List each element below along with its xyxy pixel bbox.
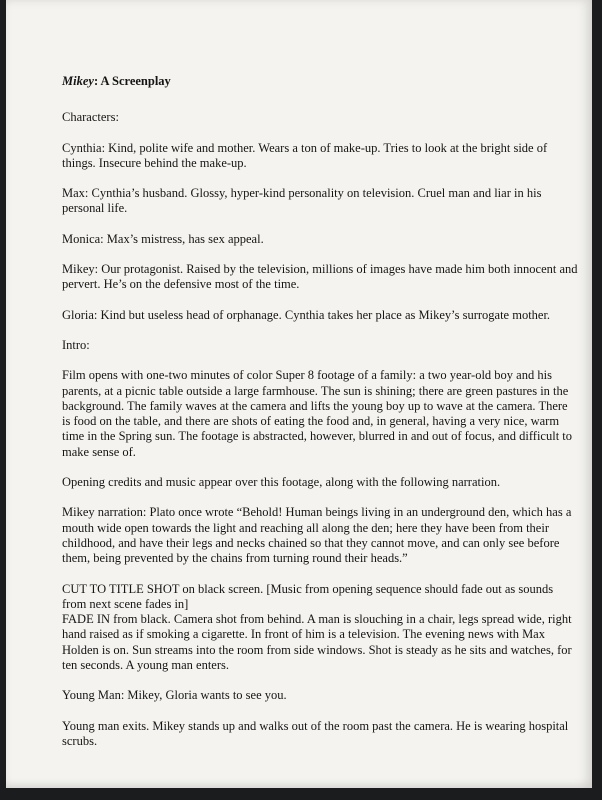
young-man-line: Young Man: Mikey, Gloria wants to see you. (62, 688, 287, 703)
character-gloria: Gloria: Kind but useless head of orphanage. Cynthia takes her place as Mikey’s surrogate mother. (62, 307, 551, 322)
young-man-exits: Young man exits. Mikey stands up and walks out of the room past the camera. He is wearing hospital scrubs. (62, 718, 569, 748)
title-italic: Mikey (62, 74, 94, 88)
character-monica: Monica: Max’s mistress, has sex appeal. (62, 231, 264, 246)
screenplay-body (62, 74, 578, 764)
fade-in-scene: FADE IN from black. Camera shot from behind. A man is slouching in a chair, legs spread wide, right hand raised as if smoking a cigarette. In front of him is a television. The evening news with Max Holden is on. Sun streams into the room from side windows. Shot is steady as he sits and watches, for ten seconds. A young man enters. (62, 612, 572, 673)
mikey-narration: Mikey narration: Plato once wrote “Behold! Human beings living in an underground den, which has a mouth wide open towards the light and reaching all along the den; here they have been from their childhood, and have their legs and necks chained so that they cannot move, and can only see before them, being prevented by the chains from turning round their heads.” (62, 505, 572, 566)
page-title (62, 74, 578, 89)
document-page (6, 0, 592, 788)
cut-to-title: CUT TO TITLE SHOT on black screen. [Music from opening sequence should fade out as sounds from next scene fades in] (62, 581, 554, 611)
character-max: Max: Cynthia’s husband. Glossy, hyper-kind personality on television. Cruel man and liar in his personal life. (62, 186, 542, 216)
title-rest: : A Screenplay (93, 74, 171, 88)
character-cynthia: Cynthia: Kind, polite wife and mother. Wears a ton of make-up. Tries to look at the bright side of things. Insecure behind the make-up. (62, 140, 548, 170)
scene-opening-credits: Opening credits and music appear over this footage, along with the following narration. (62, 475, 501, 490)
characters-heading: Characters: (62, 110, 119, 125)
intro-heading: Intro: (62, 337, 90, 352)
character-mikey: Mikey: Our protagonist. Raised by the television, millions of images have made him both innocent and pervert. He’s on the defensive most of the time. (62, 262, 578, 292)
scene-opening-footage: Film opens with one-two minutes of color Super 8 footage of a family: a two year-old boy and his parents, at a picnic table outside a large farmhouse. The sun is shining; there are green pastures in the background. The family waves at the camera and lifts the young boy up to wave at the camera. There is food on the table, and there are shots of eating the food and, in general, having a very nice, warm time in the Spring sun. The footage is abstracted, however, blurred in and out of focus, and difficult to make sense of. (62, 368, 573, 459)
